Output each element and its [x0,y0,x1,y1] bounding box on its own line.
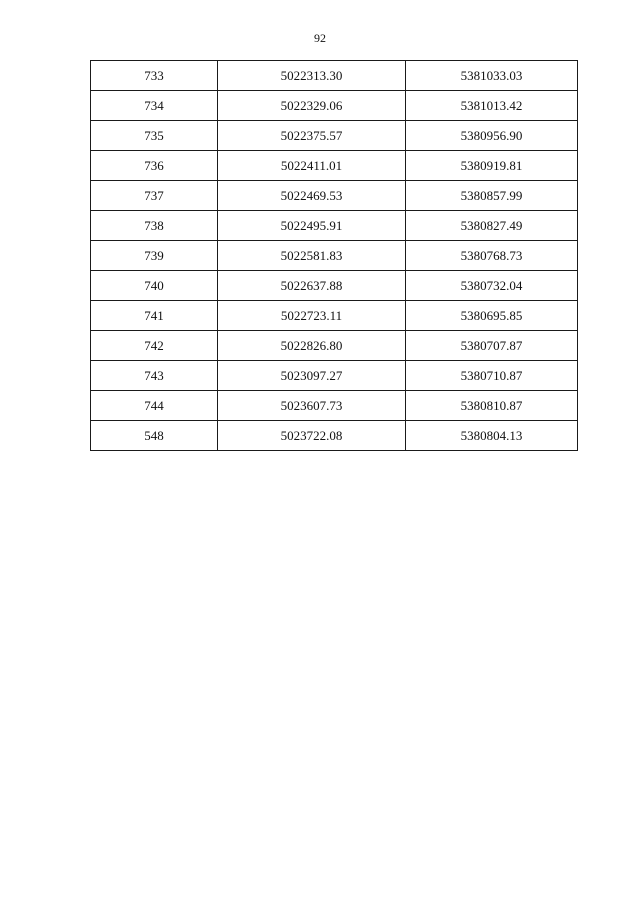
y-coordinate-cell: 5380710.87 [406,361,578,391]
table-row [91,391,578,421]
x-coordinate-cell: 5023722.08 [218,421,406,451]
y-coordinate-cell: 5380768.73 [406,241,578,271]
y-coordinate-cell: 5381013.42 [406,91,578,121]
point-number-cell: 735 [91,121,218,151]
x-coordinate-cell: 5022495.91 [218,211,406,241]
x-coordinate-cell: 5022329.06 [218,91,406,121]
x-coordinate-cell: 5022581.83 [218,241,406,271]
table-row [91,361,578,391]
table-row [91,301,578,331]
x-coordinate-cell: 5022826.80 [218,331,406,361]
y-coordinate-cell: 5380919.81 [406,151,578,181]
point-number-cell: 734 [91,91,218,121]
table-row [91,91,578,121]
point-number-cell: 740 [91,271,218,301]
point-number-cell: 743 [91,361,218,391]
y-coordinate-cell: 5380804.13 [406,421,578,451]
x-coordinate-cell: 5022375.57 [218,121,406,151]
table-row [91,211,578,241]
x-coordinate-cell: 5023607.73 [218,391,406,421]
point-number-cell: 737 [91,181,218,211]
point-number-cell: 741 [91,301,218,331]
x-coordinate-cell: 5023097.27 [218,361,406,391]
table-row [91,61,578,91]
point-number-cell: 739 [91,241,218,271]
table-row [91,151,578,181]
x-coordinate-cell: 5022637.88 [218,271,406,301]
y-coordinate-cell: 5380732.04 [406,271,578,301]
y-coordinate-cell: 5381033.03 [406,61,578,91]
x-coordinate-cell: 5022469.53 [218,181,406,211]
point-number-cell: 744 [91,391,218,421]
x-coordinate-cell: 5022313.30 [218,61,406,91]
x-coordinate-cell: 5022411.01 [218,151,406,181]
x-coordinate-cell: 5022723.11 [218,301,406,331]
table-row [91,271,578,301]
y-coordinate-cell: 5380810.87 [406,391,578,421]
page-number: 92 [314,31,326,45]
table-row [91,421,578,451]
y-coordinate-cell: 5380956.90 [406,121,578,151]
table-row [91,181,578,211]
y-coordinate-cell: 5380827.49 [406,211,578,241]
y-coordinate-cell: 5380707.87 [406,331,578,361]
table-row [91,331,578,361]
y-coordinate-cell: 5380857.99 [406,181,578,211]
table-row [91,121,578,151]
coordinates-table-body [91,61,578,451]
y-coordinate-cell: 5380695.85 [406,301,578,331]
table-row [91,241,578,271]
point-number-cell: 738 [91,211,218,241]
point-number-cell: 736 [91,151,218,181]
point-number-cell: 548 [91,421,218,451]
point-number-cell: 733 [91,61,218,91]
coordinates-table [90,60,578,451]
point-number-cell: 742 [91,331,218,361]
